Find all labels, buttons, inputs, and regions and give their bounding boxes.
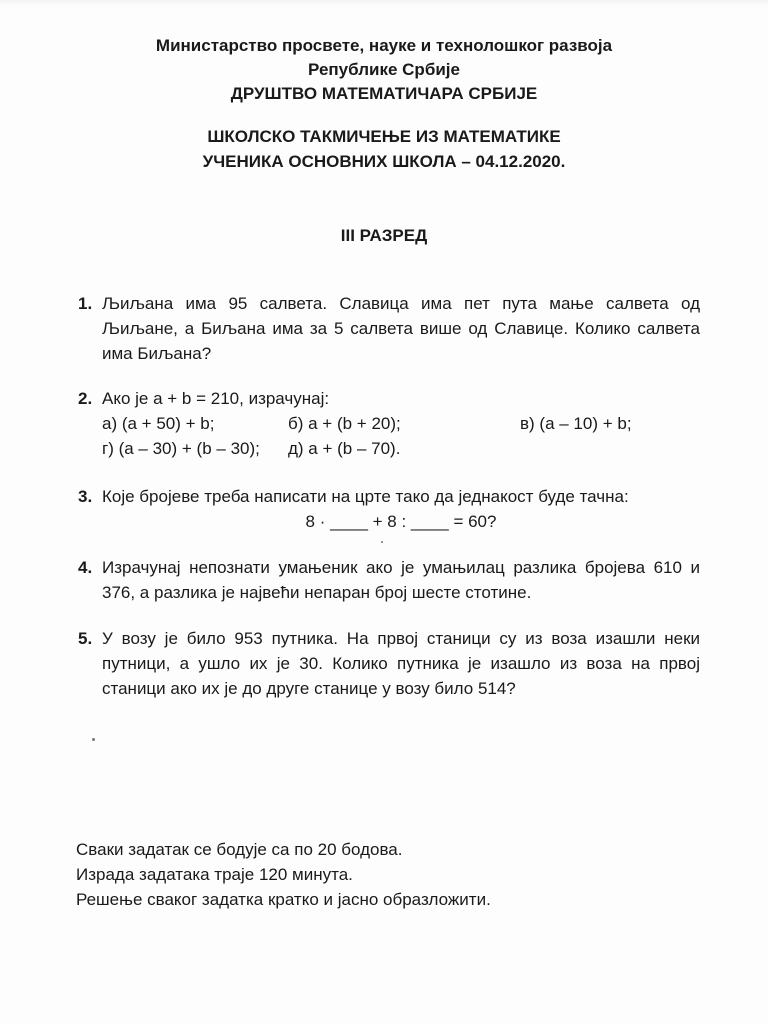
task-number: 5. [78, 629, 93, 648]
task-2 [78, 386, 700, 461]
republic-line: Републике Србије [308, 60, 460, 79]
subtask-v: в) (a – 10) + b; [520, 414, 632, 433]
task-text: Које бројеве треба написати на црте тако да једнакост буде тачна: [102, 487, 629, 506]
equation: 8 · ____ + 8 : ____ = 60? [305, 512, 497, 531]
issuer-header [0, 34, 768, 106]
competition-title-line1: ШКОЛСКО ТАКМИЧЕЊЕ ИЗ МАТЕМАТИКЕ [207, 127, 561, 146]
duration-note: Израда задатака траје 120 минута. [76, 865, 353, 884]
competition-title [0, 124, 768, 174]
grade-heading: III РАЗРЕД [340, 226, 428, 245]
task-number: 3. [78, 487, 93, 506]
scan-speck [92, 738, 95, 741]
task-5 [78, 626, 700, 701]
task-number: 2. [78, 389, 93, 408]
subtask-grid [102, 411, 700, 461]
task-4 [78, 555, 700, 605]
subtask-a: а) (a + 50) + b; [102, 414, 215, 433]
task-text: У возу је било 953 путника. На првој станици су из воза изашли неки путници, а ушло их је 30. Колико путника је изашло из воза на првој станици ако их је до друге станице у возу било 514? [102, 629, 700, 698]
task-3 [78, 484, 700, 534]
scoring-note: Сваки задатак се бодује са по 20 бодова. [76, 840, 403, 859]
explanation-note: Решење сваког задатка кратко и јасно образложити. [76, 890, 491, 909]
task-text: Љиљана има 95 салвета. Славица има пет пута мање салвета од Љиљане, а Биљана има за 5 салвета више од Славице. Колико салвета има Биљана? [102, 294, 700, 363]
society-line: ДРУШТВО МАТЕМАТИЧАРА СРБИЈЕ [230, 84, 538, 103]
task-1 [78, 291, 700, 366]
ministry-line: Министарство просвете, науке и технолошког развоја [155, 36, 613, 55]
instructions-footer [76, 837, 491, 912]
scan-speck [381, 541, 383, 543]
subtask-d: д) a + (b – 70). [288, 439, 401, 458]
competition-title-line2: УЧЕНИКА ОСНОВНИХ ШКОЛА – 04.12.2020. [202, 152, 566, 171]
subtask-g: г) (a – 30) + (b – 30); [102, 439, 260, 458]
task-number: 1. [78, 294, 93, 313]
task-text: Ако је a + b = 210, израчунај: [102, 389, 330, 408]
task-number: 4. [78, 558, 93, 577]
scan-edge-top [0, 0, 768, 6]
task-text: Израчунај непознати умањеник ако је умањилац разлика бројева 610 и 376, а разлика је највећи непаран број шесте стотине. [102, 558, 700, 602]
subtask-b: б) a + (b + 20); [288, 414, 401, 433]
